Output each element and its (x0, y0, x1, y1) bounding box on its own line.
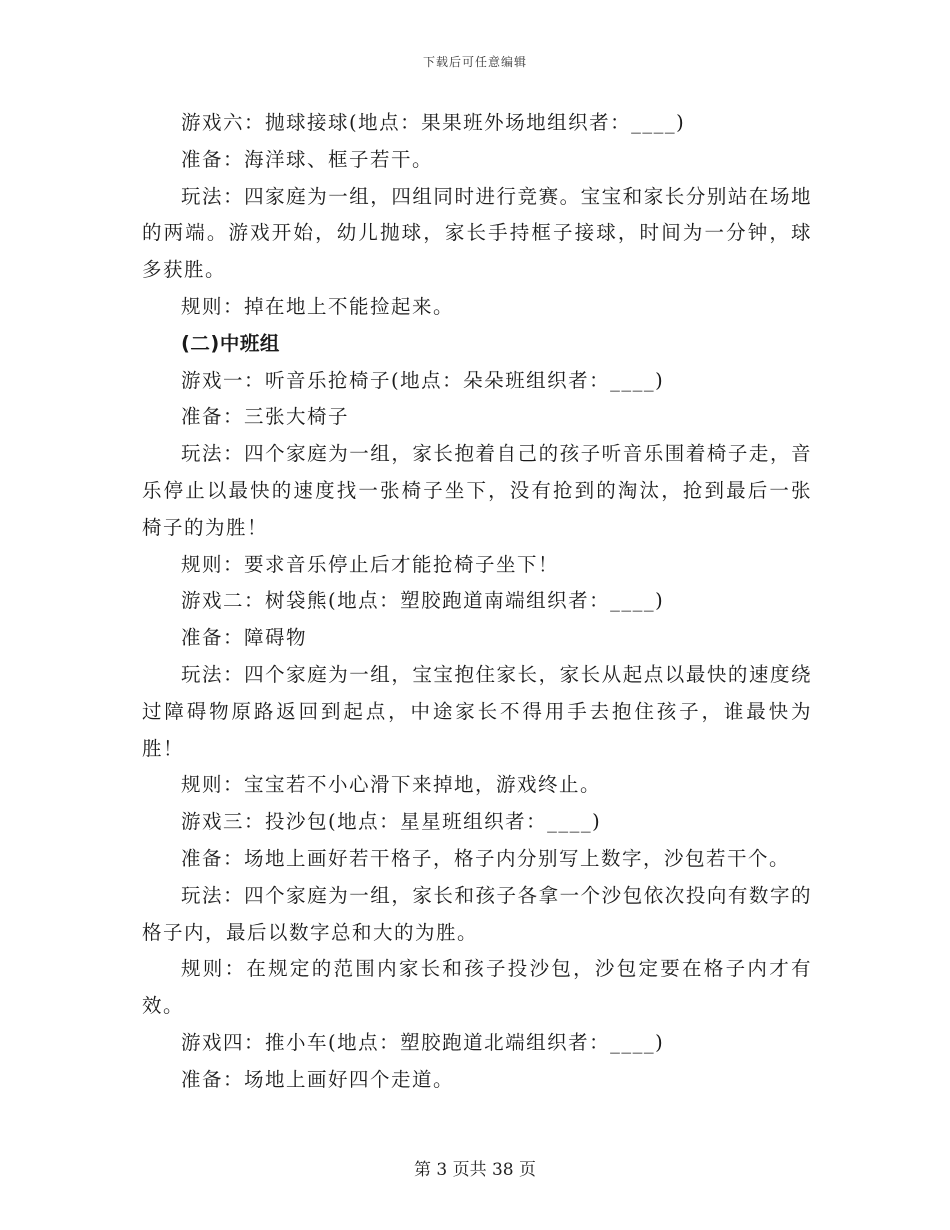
page-header: 下载后可任意编辑 (422, 55, 527, 69)
game-two-rules: 规则：宝宝若不小心滑下来掉地，游戏终止。 (181, 773, 602, 797)
game-three-gameplay: 玩法：四个家庭为一组，家长和孩子各拿一个沙包依次投向有数字的格子内，最后以数字总和大的为胜。 (142, 883, 812, 944)
game-four-preparation: 准备：场地上画好四个走道。 (181, 1067, 455, 1091)
game-three-preparation: 准备：场地上画好若干格子，格子内分别写上数字，沙包若干个。 (181, 846, 791, 870)
game-six-title: 游戏六：抛球接球(地点：果果班外场地组织者：____) (181, 111, 686, 134)
game-one-gameplay: 玩法：四个家庭为一组，家长抱着自己的孩子听音乐围着椅子走，音乐停止以最快的速度找一张椅子坐下，没有抢到的淘汰，抢到最后一张椅子的为胜！ (142, 442, 812, 539)
game-four-title: 游戏四：推小车(地点：塑胶跑道北端组织者：____) (181, 1030, 665, 1054)
page-footer: 第 3 页共 38 页 (413, 1160, 537, 1180)
game-two-preparation: 准备：障碍物 (181, 626, 308, 650)
game-three-rules: 规则：在规定的范围内家长和孩子投沙包，沙包定要在格子内才有效。 (142, 957, 812, 1018)
game-one-title: 游戏一：听音乐抢椅子(地点：朵朵班组织者：____) (181, 368, 665, 392)
game-three-title: 游戏三：投沙包(地点：星星班组织者：____) (181, 810, 602, 834)
document-body (142, 105, 812, 1099)
section-heading-middle-class: (二)中班组 (181, 331, 280, 355)
game-one-rules: 规则：要求音乐停止后才能抢椅子坐下！ (181, 552, 560, 576)
game-two-title: 游戏二：树袋熊(地点：塑胶跑道南端组织者：____) (181, 589, 665, 613)
game-six-preparation: 准备：海洋球、框子若干。 (181, 147, 434, 171)
game-one-preparation: 准备：三张大椅子 (181, 405, 350, 429)
game-six-rules: 规则：掉在地上不能捡起来。 (181, 294, 455, 318)
game-two-gameplay: 玩法：四个家庭为一组，宝宝抱住家长，家长从起点以最快的速度绕过障碍物原路返回到起点，中途家长不得用手去抱住孩子，谁最快为胜！ (142, 662, 812, 760)
game-six-gameplay: 玩法：四家庭为一组，四组同时进行竞赛。宝宝和家长分别站在场地的两端。游戏开始，幼儿抛球，家长手持框子接球，时间为一分钟，球多获胜。 (142, 184, 812, 282)
